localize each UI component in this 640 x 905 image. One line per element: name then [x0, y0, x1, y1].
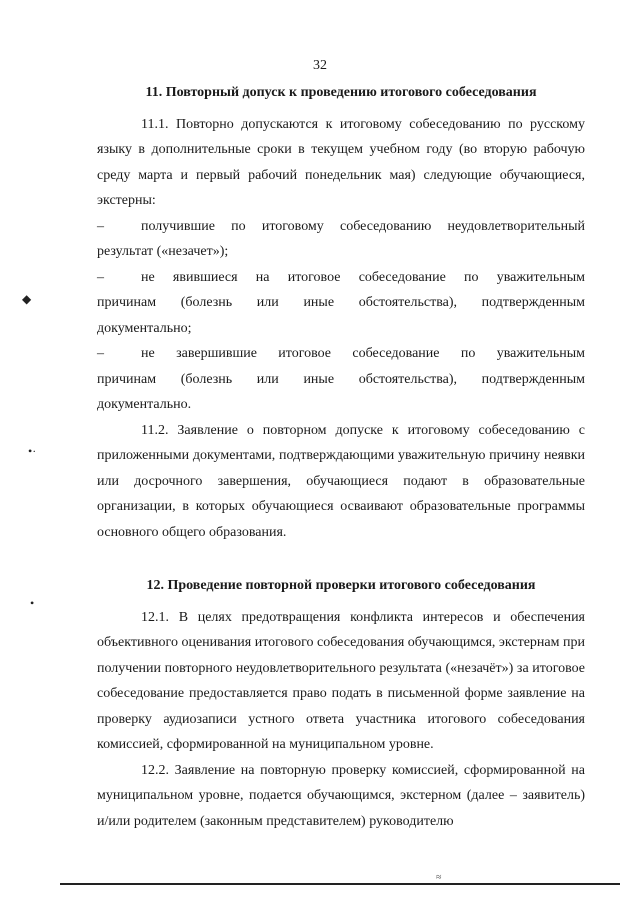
scan-mark: • [30, 596, 35, 610]
document-body [97, 80, 585, 834]
page-number: 32 [313, 58, 327, 73]
list-item [97, 214, 585, 265]
list-dash: – [97, 269, 104, 285]
list-item-continuation: результат («незачет»); [97, 244, 229, 259]
section-11-heading: 11. Повторный допуск к проведению итогового собеседования [145, 85, 537, 100]
list-item-text: получившие по итоговому собеседованию неудовлетворительный [141, 218, 585, 234]
list-item-text: не завершившие итоговое собеседование по уважительным [141, 346, 585, 361]
section-12-heading: 12. Проведение повторной проверки итогового собеседования [146, 578, 536, 593]
scan-mark: ◆ [22, 292, 32, 306]
list-item-continuation: документально. [97, 397, 192, 412]
paragraph-12-1: 12.1. В целях предотвращения конфликта интересов и обеспечения объективного оценивания итогового собеседования обучающимся, экстернам при получении повторного неудовлетворительного результата («незачёт») за итоговое собеседование предоставляется право подать в письменной форме заявление на проверку аудиозаписи устного ответа участника итогового собеседования комиссией, сформированной на муниципальном уровне. [97, 609, 585, 752]
paragraph-12-2: 12.2. Заявление на повторную проверку комиссией, сформированной на муниципальном уровне, подается обучающимся, экстерном (далее – заявитель) и/или родителем (законным представителем) руководителю [97, 762, 585, 829]
paragraph-11-2: 11.2. Заявление о повторном допуске к итоговому собеседованию с приложенными документами, подтверждающими уважительную причину неявки или досрочного завершения, обучающиеся подают в образовательные организации, в которых обучающиеся осваивают образовательные программы основного общего образования. [97, 422, 585, 540]
list-item-line2: причинам (болезнь или иные обстоятельства), подтвержденным [97, 371, 585, 387]
scan-mark: ≈ [436, 872, 442, 883]
list-item-continuation: документально; [97, 320, 192, 336]
scan-mark: •· [28, 444, 37, 458]
list-item-line2: причинам (болезнь или иные обстоятельства), подтвержденным [97, 295, 585, 310]
list-dash: – [97, 346, 104, 361]
list-item [97, 265, 585, 342]
bottom-edge-line [60, 883, 620, 885]
paragraph-11-1: 11.1. Повторно допускаются к итоговому собеседованию по русскому языку в дополнительные сроки в текущем учебном году (во вторую рабочую среду марта и первый рабочий понедельник мая) следующие обучающиеся, экстерны: [97, 116, 585, 208]
list-item [97, 341, 585, 418]
list-dash: – [97, 218, 104, 234]
list-item-text: не явившиеся на итоговое собеседование по уважительным [141, 269, 585, 285]
